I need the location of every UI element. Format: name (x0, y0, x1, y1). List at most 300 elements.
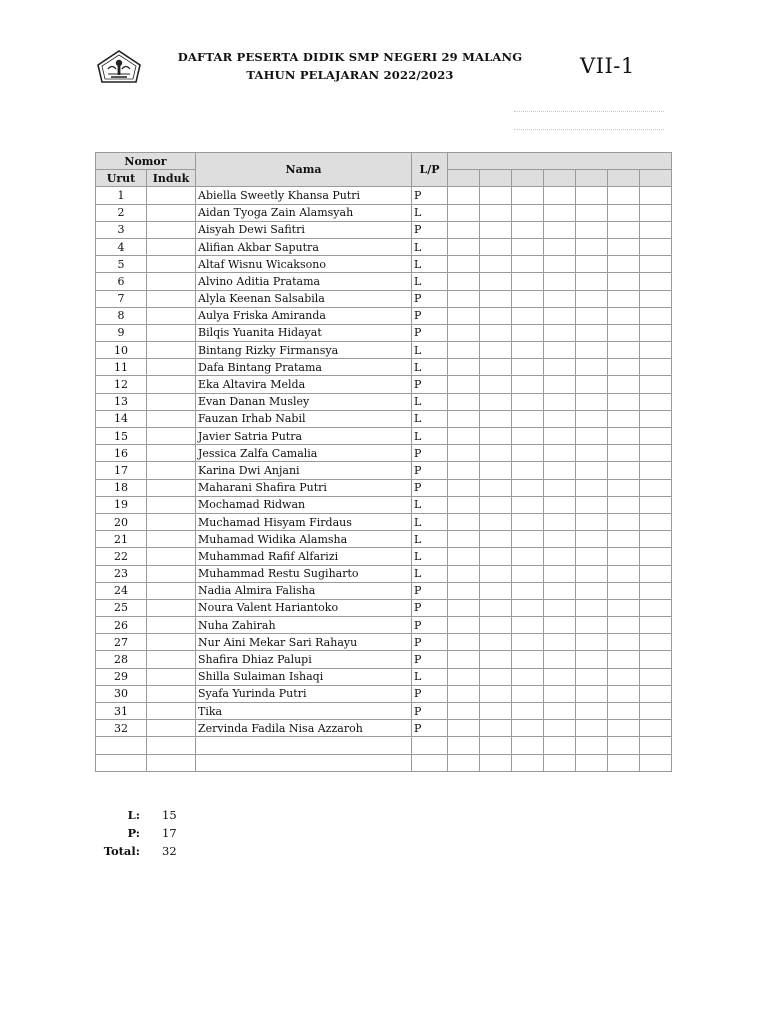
summary-p-value: 17 (162, 825, 177, 840)
cell-nama: Muhammad Rafif Alfarizi (196, 548, 412, 565)
cell-extra (608, 720, 640, 737)
header-extra-cell (544, 170, 576, 187)
cell-induk (147, 376, 196, 393)
cell-extra (512, 428, 544, 445)
cell-lp: P (412, 599, 448, 616)
cell-lp: L (412, 410, 448, 427)
table-row (96, 445, 672, 462)
cell-nama: Aulya Friska Amiranda (196, 307, 412, 324)
table-row (96, 342, 672, 359)
cell-empty (544, 737, 576, 754)
cell-extra (640, 531, 672, 548)
cell-empty (576, 754, 608, 771)
cell-extra (448, 376, 480, 393)
cell-extra (608, 496, 640, 513)
cell-extra (480, 256, 512, 273)
header-extra-cell (608, 170, 640, 187)
cell-extra (512, 720, 544, 737)
cell-induk (147, 410, 196, 427)
cell-extra (512, 342, 544, 359)
cell-extra (576, 273, 608, 290)
cell-extra (512, 617, 544, 634)
cell-extra (576, 599, 608, 616)
cell-urut: 17 (96, 462, 147, 479)
cell-extra (640, 342, 672, 359)
cell-extra (448, 273, 480, 290)
table-row (96, 393, 672, 410)
cell-extra (576, 703, 608, 720)
cell-extra (640, 548, 672, 565)
cell-extra (512, 496, 544, 513)
cell-extra (512, 634, 544, 651)
cell-empty (512, 737, 544, 754)
table-row (96, 376, 672, 393)
cell-lp: P (412, 582, 448, 599)
cell-induk (147, 393, 196, 410)
document-title (150, 48, 550, 84)
cell-empty (448, 754, 480, 771)
cell-induk (147, 256, 196, 273)
cell-extra (640, 668, 672, 685)
summary-l-value: 15 (162, 807, 177, 822)
cell-extra (544, 685, 576, 702)
cell-extra (480, 634, 512, 651)
cell-extra (448, 582, 480, 599)
cell-lp: P (412, 634, 448, 651)
cell-empty (608, 754, 640, 771)
table-row (96, 238, 672, 255)
cell-empty (412, 737, 448, 754)
cell-extra (576, 582, 608, 599)
cell-extra (640, 513, 672, 530)
summary-l-label: L: (127, 807, 140, 822)
table-row (96, 703, 672, 720)
cell-nama: Nur Aini Mekar Sari Rahayu (196, 634, 412, 651)
cell-urut: 27 (96, 634, 147, 651)
cell-extra (448, 428, 480, 445)
cell-nama: Maharani Shafira Putri (196, 479, 412, 496)
cell-urut: 26 (96, 617, 147, 634)
cell-extra (608, 307, 640, 324)
cell-extra (608, 513, 640, 530)
cell-extra (512, 410, 544, 427)
cell-empty (196, 737, 412, 754)
cell-extra (576, 428, 608, 445)
table-row (96, 496, 672, 513)
cell-extra (480, 342, 512, 359)
header-extra-cell (448, 170, 480, 187)
cell-nama: Jessica Zalfa Camalia (196, 445, 412, 462)
cell-empty (412, 754, 448, 771)
header-extra (448, 153, 672, 170)
cell-induk (147, 479, 196, 496)
cell-lp: P (412, 685, 448, 702)
cell-extra (576, 479, 608, 496)
cell-extra (544, 479, 576, 496)
cell-extra (544, 376, 576, 393)
cell-extra (480, 479, 512, 496)
summary-row-p (100, 824, 192, 842)
cell-extra (576, 256, 608, 273)
cell-extra (640, 307, 672, 324)
cell-extra (640, 324, 672, 341)
header-nama: Nama (196, 153, 412, 187)
cell-nama: Shilla Sulaiman Ishaqi (196, 668, 412, 685)
header-lp: L/P (412, 153, 448, 187)
cell-extra (512, 290, 544, 307)
cell-nama: Tika (196, 703, 412, 720)
cell-extra (544, 221, 576, 238)
table-row (96, 531, 672, 548)
cell-extra (544, 668, 576, 685)
cell-extra (544, 565, 576, 582)
cell-extra (480, 548, 512, 565)
student-roster-table (95, 152, 672, 772)
cell-extra (576, 290, 608, 307)
cell-lp: P (412, 445, 448, 462)
cell-lp: L (412, 496, 448, 513)
cell-extra (608, 685, 640, 702)
cell-extra (544, 256, 576, 273)
cell-extra (608, 187, 640, 204)
cell-nama: Nadia Almira Falisha (196, 582, 412, 599)
cell-urut: 15 (96, 428, 147, 445)
header-extra-cell (512, 170, 544, 187)
cell-induk (147, 307, 196, 324)
table-row (96, 582, 672, 599)
cell-empty (196, 754, 412, 771)
cell-extra (576, 359, 608, 376)
header-urut: Urut (96, 170, 147, 187)
summary-p-label: P: (127, 825, 140, 840)
cell-extra (544, 273, 576, 290)
cell-lp: P (412, 187, 448, 204)
cell-extra (640, 445, 672, 462)
cell-lp: P (412, 651, 448, 668)
cell-induk (147, 599, 196, 616)
cell-extra (512, 582, 544, 599)
cell-empty (640, 754, 672, 771)
cell-extra (480, 462, 512, 479)
cell-extra (448, 187, 480, 204)
cell-empty (147, 754, 196, 771)
cell-extra (576, 513, 608, 530)
cell-extra (576, 462, 608, 479)
cell-extra (448, 342, 480, 359)
cell-induk (147, 703, 196, 720)
cell-extra (608, 462, 640, 479)
cell-urut: 21 (96, 531, 147, 548)
cell-extra (544, 496, 576, 513)
cell-extra (512, 462, 544, 479)
cell-extra (576, 393, 608, 410)
cell-urut: 29 (96, 668, 147, 685)
cell-extra (480, 273, 512, 290)
summary-total-label: Total: (103, 843, 140, 858)
cell-extra (480, 324, 512, 341)
cell-urut: 10 (96, 342, 147, 359)
cell-nama: Zervinda Fadila Nisa Azzaroh (196, 720, 412, 737)
cell-extra (544, 582, 576, 599)
cell-nama: Fauzan Irhab Nabil (196, 410, 412, 427)
cell-extra (544, 290, 576, 307)
cell-extra (512, 324, 544, 341)
cell-nama: Karina Dwi Anjani (196, 462, 412, 479)
cell-empty (480, 754, 512, 771)
cell-extra (608, 548, 640, 565)
cell-extra (640, 290, 672, 307)
cell-extra (512, 187, 544, 204)
cell-extra (480, 703, 512, 720)
cell-induk (147, 204, 196, 221)
cell-lp: L (412, 565, 448, 582)
cell-extra (608, 221, 640, 238)
cell-empty (480, 737, 512, 754)
cell-lp: P (412, 221, 448, 238)
cell-extra (640, 410, 672, 427)
cell-extra (640, 393, 672, 410)
cell-extra (448, 720, 480, 737)
cell-nama: Eka Altavira Melda (196, 376, 412, 393)
cell-urut: 31 (96, 703, 147, 720)
cell-nama: Altaf Wisnu Wicaksono (196, 256, 412, 273)
cell-urut: 18 (96, 479, 147, 496)
cell-extra (448, 410, 480, 427)
cell-extra (576, 651, 608, 668)
cell-extra (608, 290, 640, 307)
cell-extra (608, 324, 640, 341)
cell-extra (576, 685, 608, 702)
cell-induk (147, 238, 196, 255)
cell-lp: L (412, 548, 448, 565)
cell-extra (448, 324, 480, 341)
cell-extra (512, 204, 544, 221)
cell-empty (147, 737, 196, 754)
cell-extra (544, 410, 576, 427)
cell-extra (448, 307, 480, 324)
cell-extra (576, 496, 608, 513)
cell-extra (448, 565, 480, 582)
header-extra-cell (576, 170, 608, 187)
cell-nama: Evan Danan Musley (196, 393, 412, 410)
cell-extra (576, 720, 608, 737)
cell-urut: 25 (96, 599, 147, 616)
cell-extra (544, 703, 576, 720)
cell-induk (147, 720, 196, 737)
cell-extra (480, 221, 512, 238)
cell-urut: 1 (96, 187, 147, 204)
cell-extra (640, 634, 672, 651)
cell-lp: L (412, 513, 448, 530)
cell-induk (147, 685, 196, 702)
cell-extra (512, 256, 544, 273)
cell-extra (640, 204, 672, 221)
cell-extra (576, 668, 608, 685)
table-row (96, 479, 672, 496)
cell-extra (544, 651, 576, 668)
cell-extra (448, 479, 480, 496)
table-row (96, 204, 672, 221)
cell-extra (576, 342, 608, 359)
cell-extra (448, 703, 480, 720)
cell-extra (544, 548, 576, 565)
cell-extra (512, 221, 544, 238)
cell-induk (147, 342, 196, 359)
cell-lp: L (412, 668, 448, 685)
cell-nama: Syafa Yurinda Putri (196, 685, 412, 702)
cell-extra (576, 445, 608, 462)
table-header-row (96, 153, 672, 170)
cell-nama: Bilqis Yuanita Hidayat (196, 324, 412, 341)
cell-extra (608, 410, 640, 427)
cell-nama: Aisyah Dewi Safitri (196, 221, 412, 238)
cell-nama: Abiella Sweetly Khansa Putri (196, 187, 412, 204)
table-row (96, 651, 672, 668)
cell-extra (480, 685, 512, 702)
cell-nama: Muchamad Hisyam Firdaus (196, 513, 412, 530)
header-induk: Induk (147, 170, 196, 187)
cell-extra (640, 238, 672, 255)
cell-extra (512, 393, 544, 410)
table-row (96, 634, 672, 651)
cell-lp: P (412, 462, 448, 479)
cell-nama: Mochamad Ridwan (196, 496, 412, 513)
cell-extra (512, 599, 544, 616)
table-row-blank (96, 754, 672, 771)
cell-empty (608, 737, 640, 754)
title-line-2: TAHUN PELAJARAN 2022/2023 (246, 68, 454, 82)
cell-urut: 32 (96, 720, 147, 737)
cell-induk (147, 359, 196, 376)
table-row (96, 599, 672, 616)
cell-nama: Noura Valent Hariantoko (196, 599, 412, 616)
table-row (96, 428, 672, 445)
cell-extra (640, 599, 672, 616)
cell-extra (544, 634, 576, 651)
cell-extra (512, 479, 544, 496)
cell-extra (576, 324, 608, 341)
cell-extra (480, 651, 512, 668)
cell-urut: 22 (96, 548, 147, 565)
school-emblem-icon (96, 49, 142, 85)
cell-lp: L (412, 393, 448, 410)
cell-extra (608, 531, 640, 548)
cell-extra (448, 256, 480, 273)
cell-extra (448, 617, 480, 634)
cell-urut: 30 (96, 685, 147, 702)
cell-extra (640, 221, 672, 238)
cell-induk (147, 617, 196, 634)
cell-lp: P (412, 703, 448, 720)
cell-extra (608, 376, 640, 393)
cell-extra (480, 720, 512, 737)
cell-urut: 9 (96, 324, 147, 341)
cell-extra (576, 548, 608, 565)
cell-nama: Nuha Zahirah (196, 617, 412, 634)
cell-extra (608, 565, 640, 582)
cell-extra (544, 187, 576, 204)
cell-extra (512, 307, 544, 324)
cell-extra (544, 720, 576, 737)
cell-lp: L (412, 238, 448, 255)
cell-extra (544, 428, 576, 445)
cell-extra (608, 634, 640, 651)
cell-extra (640, 479, 672, 496)
cell-lp: P (412, 307, 448, 324)
cell-lp: P (412, 720, 448, 737)
cell-induk (147, 634, 196, 651)
cell-extra (608, 668, 640, 685)
cell-lp: L (412, 204, 448, 221)
cell-extra (480, 582, 512, 599)
cell-induk (147, 565, 196, 582)
gender-summary (100, 806, 192, 860)
cell-extra (480, 531, 512, 548)
cell-extra (448, 513, 480, 530)
cell-extra (544, 342, 576, 359)
cell-induk (147, 513, 196, 530)
cell-extra (544, 513, 576, 530)
cell-induk (147, 496, 196, 513)
cell-empty (96, 737, 147, 754)
cell-induk (147, 445, 196, 462)
header-extra-cell (480, 170, 512, 187)
cell-empty (96, 754, 147, 771)
cell-extra (448, 221, 480, 238)
table-row (96, 221, 672, 238)
table-row (96, 324, 672, 341)
cell-lp: L (412, 531, 448, 548)
cell-extra (512, 273, 544, 290)
cell-extra (448, 496, 480, 513)
table-row (96, 565, 672, 582)
cell-urut: 28 (96, 651, 147, 668)
cell-extra (480, 307, 512, 324)
cell-extra (576, 376, 608, 393)
cell-induk (147, 651, 196, 668)
cell-urut: 5 (96, 256, 147, 273)
table-row (96, 617, 672, 634)
cell-urut: 14 (96, 410, 147, 427)
cell-extra (608, 359, 640, 376)
cell-extra (480, 204, 512, 221)
cell-urut: 3 (96, 221, 147, 238)
cell-extra (480, 359, 512, 376)
cell-extra (640, 187, 672, 204)
cell-extra (608, 238, 640, 255)
cell-empty (448, 737, 480, 754)
cell-extra (448, 238, 480, 255)
cell-urut: 19 (96, 496, 147, 513)
cell-extra (640, 273, 672, 290)
cell-urut: 7 (96, 290, 147, 307)
summary-row-total (100, 842, 192, 860)
cell-lp: L (412, 273, 448, 290)
cell-extra (544, 599, 576, 616)
cell-urut: 13 (96, 393, 147, 410)
cell-extra (480, 668, 512, 685)
cell-lp: L (412, 256, 448, 273)
cell-extra (544, 307, 576, 324)
cell-extra (576, 221, 608, 238)
cell-urut: 11 (96, 359, 147, 376)
cell-extra (576, 410, 608, 427)
cell-extra (448, 290, 480, 307)
cell-extra (640, 462, 672, 479)
cell-extra (512, 376, 544, 393)
table-row (96, 359, 672, 376)
cell-lp: L (412, 359, 448, 376)
